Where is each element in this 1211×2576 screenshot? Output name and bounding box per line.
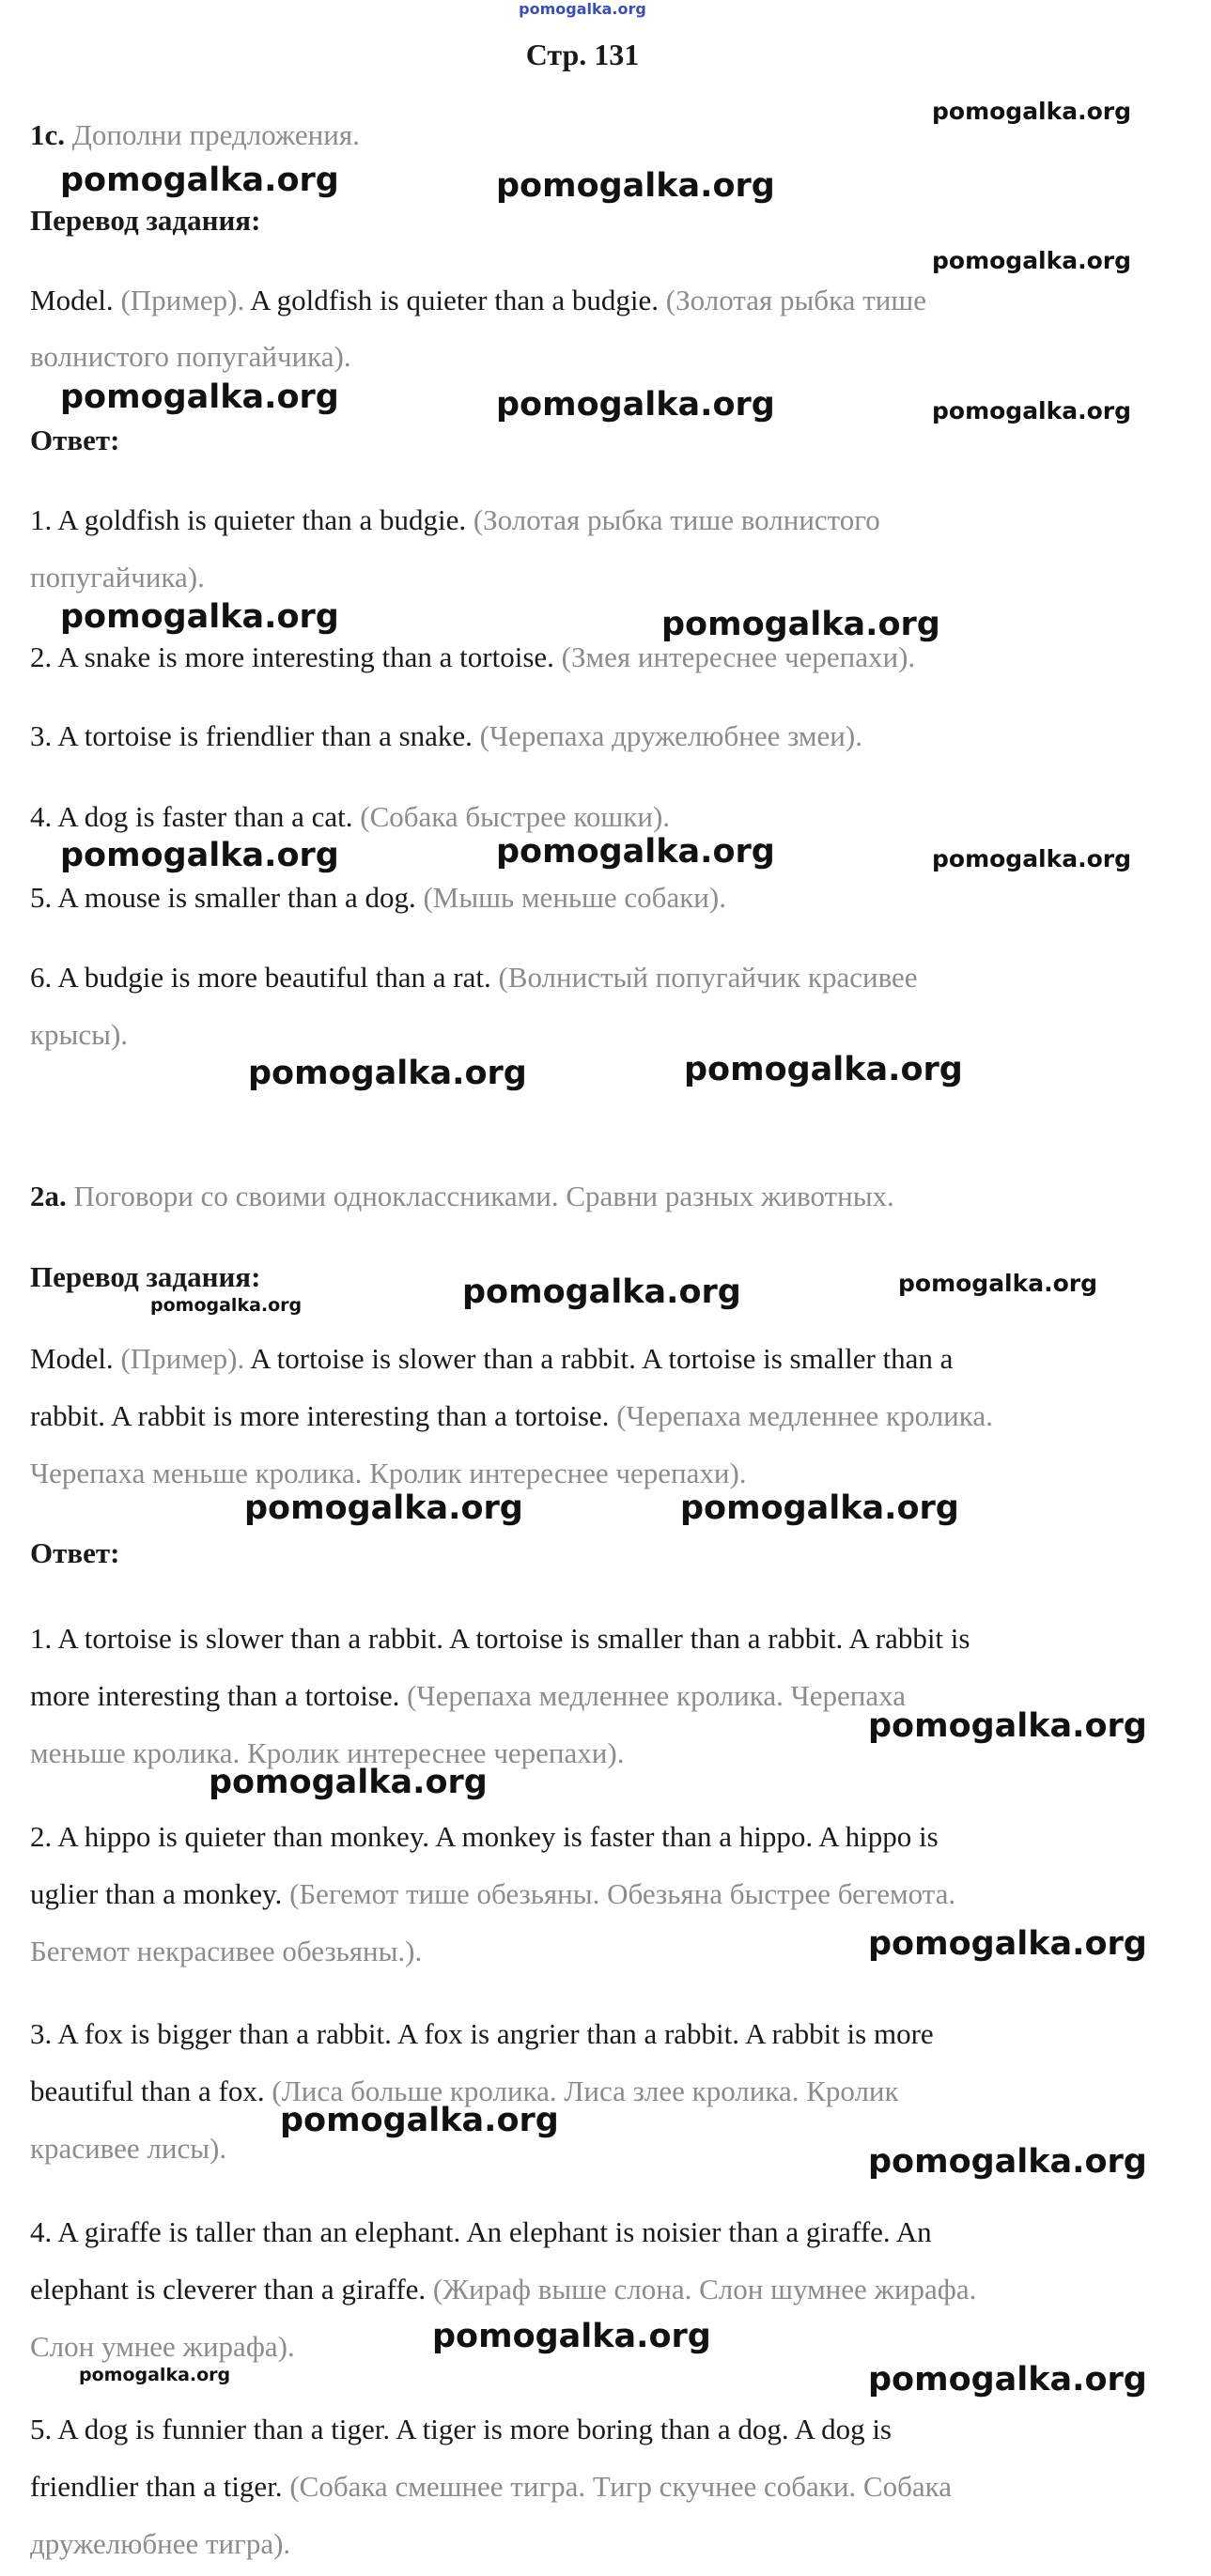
answer-en: 2. A snake is more interesting than a tortoise. bbox=[30, 640, 554, 673]
model-en: A goldfish is quieter than a budgie. bbox=[250, 284, 660, 316]
model-line bbox=[30, 1398, 993, 1434]
watermark: pomogalka.org bbox=[868, 2361, 1147, 2399]
watermark: pomogalka.org bbox=[280, 2102, 559, 2139]
model-en: A tortoise is slower than a rabbit. A tortoise is smaller than a bbox=[250, 1342, 954, 1375]
model-ru: (Золотая рыбка тише bbox=[665, 284, 926, 316]
answer-line bbox=[30, 718, 862, 754]
translation-label: Перевод задания: bbox=[30, 1260, 261, 1293]
task-instruction: Поговори со своими одноклассниками. Сравни разных животных. bbox=[73, 1180, 894, 1212]
answer-en: 5. A mouse is smaller than a dog. bbox=[30, 881, 416, 914]
answer-en: 1. A goldfish is quieter than a budgie. bbox=[30, 503, 467, 536]
watermark: pomogalka.org bbox=[60, 378, 339, 416]
answer-ru: (Собака смешнее тигра. Тигр скучнее собаки. Собака bbox=[289, 2470, 952, 2503]
answer-en: 4. A dog is faster than a cat. bbox=[30, 800, 353, 833]
model-ru-hint: (Пример). bbox=[120, 284, 245, 316]
answer-line bbox=[30, 799, 670, 835]
watermark: pomogalka.org bbox=[684, 1051, 963, 1088]
model-ru-continued: Черепаха меньше кролика. Кролик интереснее черепахи). bbox=[30, 1457, 747, 1489]
answer-ru: (Мышь меньше собаки). bbox=[423, 881, 726, 914]
watermark: pomogalka.org bbox=[898, 1270, 1098, 1297]
answer-line: 3. A fox is bigger than a rabbit. A fox is angrier than a rabbit. A rabbit is more bbox=[30, 2017, 934, 2050]
answer-ru: (Золотая рыбка тише волнистого bbox=[473, 503, 880, 536]
watermark: pomogalka.org bbox=[79, 2365, 231, 2385]
watermark: pomogalka.org bbox=[432, 2318, 711, 2355]
answer-en: friendlier than a tiger. bbox=[30, 2470, 283, 2503]
answer-label: Ответ: bbox=[30, 1536, 120, 1569]
answer-ru-continued: красивее лисы). bbox=[30, 2132, 227, 2165]
answer-ru-continued: Бегемот некрасивее обезьяны.). bbox=[30, 1935, 423, 1967]
watermark: pomogalka.org bbox=[868, 2143, 1147, 2181]
watermark: pomogalka.org bbox=[248, 1055, 527, 1092]
answer-line bbox=[30, 2469, 952, 2505]
answer-ru-continued: меньше кролика. Кролик интереснее черепахи). bbox=[30, 1736, 625, 1769]
answer-ru: (Черепаха дружелюбнее змеи). bbox=[479, 719, 862, 752]
translation-label: Перевод задания: bbox=[30, 204, 261, 237]
watermark: pomogalka.org bbox=[496, 167, 775, 205]
watermark: pomogalka.org bbox=[661, 606, 940, 643]
answer-line: 4. A giraffe is taller than an elephant. An elephant is noisier than a giraffe. An bbox=[30, 2215, 932, 2248]
answer-ru: (Бегемот тише обезьяны. Обезьяна быстрее бегемота. bbox=[289, 1877, 956, 1910]
answer-ru: (Собака быстрее кошки). bbox=[360, 800, 671, 833]
watermark: pomogalka.org bbox=[932, 98, 1132, 125]
watermark: pomogalka.org bbox=[868, 1925, 1147, 1963]
watermark: pomogalka.org bbox=[868, 1707, 1147, 1745]
answer-line: 1. A tortoise is slower than a rabbit. A tortoise is smaller than a rabbit. A rabbit is bbox=[30, 1622, 970, 1655]
answer-line bbox=[30, 880, 726, 916]
answer-ru-continued: дружелюбнее тигра). bbox=[30, 2527, 291, 2560]
page-title: Стр. 131 bbox=[525, 38, 640, 71]
answer-en: elephant is cleverer than a giraffe. bbox=[30, 2273, 427, 2306]
watermark: pomogalka.org bbox=[60, 162, 339, 199]
watermark: pomogalka.org bbox=[60, 598, 339, 636]
watermark: pomogalka.org bbox=[462, 1273, 741, 1311]
watermark: pomogalka.org bbox=[932, 845, 1132, 872]
model-ru: (Черепаха медленнее кролика. bbox=[616, 1399, 993, 1432]
answer-line bbox=[30, 960, 918, 995]
task-number: 2a. bbox=[30, 1180, 67, 1212]
answer-line bbox=[30, 1876, 955, 1912]
model-en: rabbit. A rabbit is more interesting than a tortoise. bbox=[30, 1399, 610, 1432]
watermark: pomogalka.org bbox=[209, 1764, 488, 1801]
task-number: 1c. bbox=[30, 118, 66, 151]
answer-ru: (Черепаха медленнее кролика. Черепаха bbox=[407, 1679, 906, 1712]
model-line bbox=[30, 283, 926, 318]
answer-en: beautiful than a fox. bbox=[30, 2075, 265, 2107]
model-ru-hint: (Пример). bbox=[120, 1342, 245, 1375]
watermark: pomogalka.org bbox=[932, 397, 1132, 424]
watermark: pomogalka.org bbox=[60, 837, 339, 874]
top-watermark: pomogalka.org bbox=[519, 0, 646, 18]
task-1c-heading bbox=[30, 117, 360, 153]
watermark: pomogalka.org bbox=[496, 386, 775, 424]
model-line bbox=[30, 1341, 953, 1377]
answer-line: 5. A dog is funnier than a tiger. A tiger is more boring than a dog. A dog is bbox=[30, 2413, 892, 2445]
model-lead: Model. bbox=[30, 1342, 114, 1375]
model-ru-continued: волнистого попугайчика). bbox=[30, 340, 351, 373]
answer-en: uglier than a monkey. bbox=[30, 1877, 283, 1910]
answer-ru: (Жираф выше слона. Слон шумнее жирафа. bbox=[432, 2273, 977, 2306]
answer-ru: (Лиса больше кролика. Лиса злее кролика. Кролик bbox=[272, 2075, 899, 2107]
answer-en: 3. A tortoise is friendlier than a snake. bbox=[30, 719, 473, 752]
watermark: pomogalka.org bbox=[150, 1295, 303, 1316]
answer-line bbox=[30, 502, 880, 538]
watermark: pomogalka.org bbox=[244, 1489, 523, 1527]
watermark: pomogalka.org bbox=[496, 833, 775, 871]
answer-en: more interesting than a tortoise. bbox=[30, 1679, 400, 1712]
answer-ru: (Волнистый попугайчик красивее bbox=[498, 961, 918, 994]
answer-label: Ответ: bbox=[30, 424, 120, 456]
answer-line: 2. A hippo is quieter than monkey. A monkey is faster than a hippo. A hippo is bbox=[30, 1820, 939, 1853]
watermark: pomogalka.org bbox=[932, 247, 1132, 274]
answer-ru-continued: крысы). bbox=[30, 1018, 129, 1051]
answer-ru-continued: Слон умнее жирафа). bbox=[30, 2330, 295, 2363]
model-lead: Model. bbox=[30, 284, 114, 316]
answer-ru: (Змея интереснее черепахи). bbox=[561, 640, 916, 673]
task-2a-heading bbox=[30, 1179, 894, 1214]
task-instruction: Дополни предложения. bbox=[71, 118, 360, 151]
answer-line bbox=[30, 640, 915, 675]
answer-ru-continued: попугайчика). bbox=[30, 561, 205, 594]
answer-en: 6. A budgie is more beautiful than a rat. bbox=[30, 961, 491, 994]
answer-line bbox=[30, 2272, 976, 2307]
answer-line bbox=[30, 1678, 906, 1714]
watermark: pomogalka.org bbox=[680, 1489, 959, 1527]
